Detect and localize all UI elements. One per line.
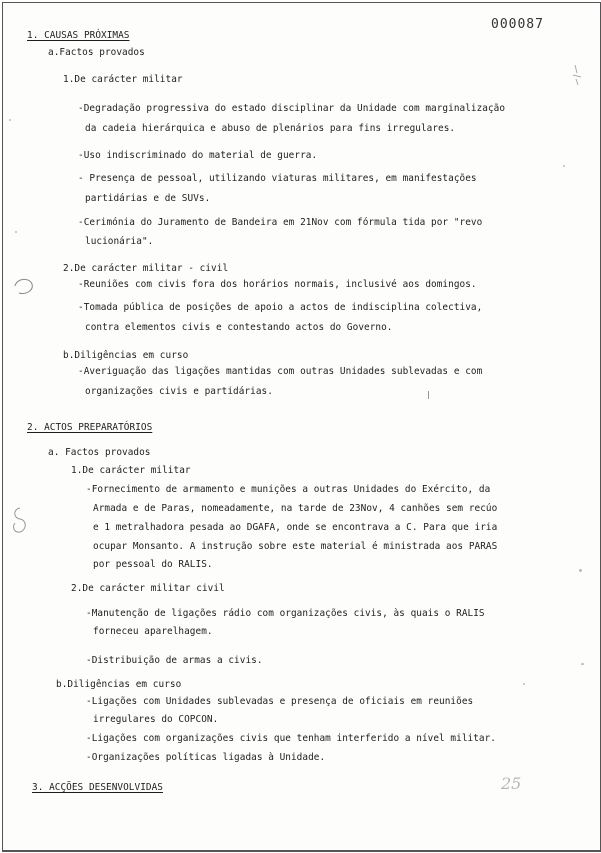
subheading: 1.De carácter militar (71, 465, 191, 476)
document-number: 000087 (491, 17, 544, 32)
body-line: Armada e de Paras, nomeadamente, na tarde de 23Nov, 4 canhões sem recúo (93, 503, 498, 514)
smudge-icon (567, 63, 587, 89)
scan-speck (9, 119, 11, 121)
scan-speck (523, 683, 525, 685)
document-page (2, 2, 601, 852)
body-line: lucionária". (85, 236, 154, 247)
body-line: -Degradação progressiva do estado disciplinar da Unidade com marginalização (78, 103, 506, 114)
body-line: da cadeia hierárquica e abuso de plenários para fins irregulares. (85, 123, 456, 134)
subheading: b.Diligências em curso (56, 679, 182, 690)
scan-speck (579, 569, 582, 572)
body-line: -Uso indiscriminado do material de guerra. (78, 150, 318, 161)
body-line: -Ligações com organizações civis que tenham interferido a nível militar. (86, 733, 496, 744)
subheading: 2.De carácter militar civil (71, 583, 225, 594)
subheading: b.Diligências em curso (63, 350, 189, 361)
body-line: -Organizações políticas ligadas à Unidade. (86, 752, 326, 763)
body-line: -Cerimónia do Juramento de Bandeira em 21Nov com fórmula tida por "revo (78, 217, 483, 228)
body-line: contra elementos civis e contestando actos do Governo. (85, 322, 393, 333)
body-line: -Ligações com Unidades sublevadas e presença de oficiais em reuniões (86, 696, 474, 707)
scan-speck (581, 663, 584, 665)
punch-hole-icon (11, 275, 37, 297)
subheading: 1.De carácter militar (63, 74, 183, 85)
body-line: -Averiguação das ligações mantidas com outras Unidades sublevadas e com (78, 366, 483, 377)
body-line: irregulares do COPCON. (93, 714, 219, 725)
body-line: - Presença de pessoal, utilizando viaturas militares, em manifestações (78, 173, 477, 184)
subheading: 2.De carácter militar - civil (63, 263, 229, 274)
body-line: partidárias e de SUVs. (85, 193, 211, 204)
body-line: -Distribuição de armas a civis. (86, 655, 263, 666)
body-line: organizações civis e partidárias. (85, 386, 273, 397)
punch-hole-icon (8, 505, 32, 535)
body-line: ocupar Monsanto. A instrução sobre este material é ministrada aos PARAS (93, 541, 498, 552)
subheading: a. Factos provados (48, 447, 151, 458)
section-heading: 1. CAUSAS PRÓXIMAS (27, 30, 130, 41)
section-heading: 2. ACTOS PREPARATÓRIOS (27, 422, 153, 433)
scan-speck (15, 231, 17, 233)
body-line: -Manutenção de ligações rádio com organizações civis, às quais o RALIS (86, 608, 485, 619)
body-line: -Tomada pública de posições de apoio a actos de indisciplina colectiva, (78, 302, 483, 313)
section-heading: 3. ACÇÕES DESENVOLVIDAS (32, 782, 163, 793)
body-line: -Fornecimento de armamento e munições a outras Unidades do Exército, da (86, 484, 491, 495)
scan-speck (563, 165, 565, 167)
body-line: -Reuniões com civis fora dos horários normais, inclusivé aos domingos. (78, 279, 477, 290)
body-line: forneceu aparelhagem. (93, 626, 213, 637)
subheading: a.Factos provados (48, 47, 145, 58)
handwritten-mark: 25 (501, 774, 522, 793)
scan-speck (428, 391, 429, 399)
body-line: e 1 metralhadora pesada ao DGAFA, onde se encontrava a C. Para que iria (93, 522, 498, 533)
body-line: por pessoal do RALIS. (93, 559, 213, 570)
